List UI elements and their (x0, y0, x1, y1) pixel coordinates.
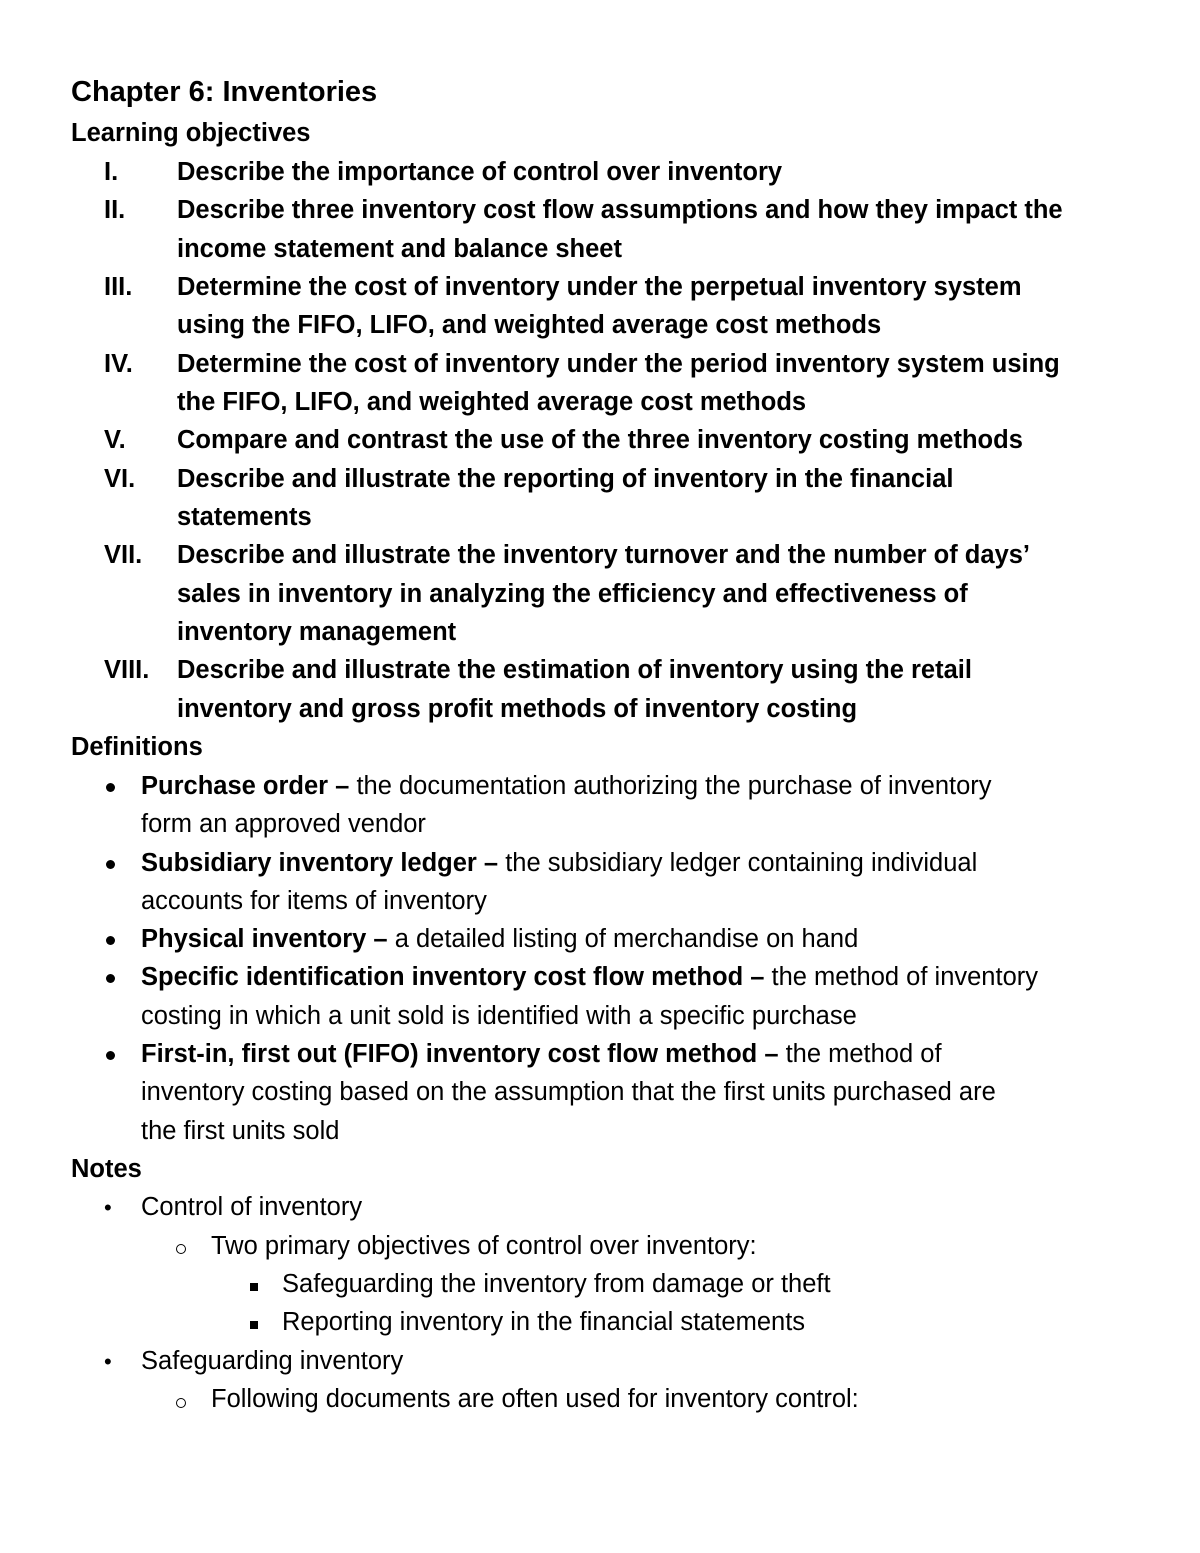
page-title: Chapter 6: Inventories (71, 76, 378, 108)
bullet-icon (106, 936, 115, 945)
objective-text: inventory management (177, 618, 457, 646)
objective-numeral: IV. (104, 350, 133, 378)
square-bullet-icon (250, 1283, 258, 1291)
objective-text: sales in inventory in analyzing the efficiency and effectiveness of (177, 580, 968, 608)
bullet-icon: • (104, 1195, 112, 1220)
objective-numeral: III. (104, 273, 133, 301)
definition-text: form an approved vendor (141, 810, 426, 838)
circle-bullet-icon (176, 1244, 186, 1254)
bullet-icon (106, 783, 115, 792)
square-bullet-icon (250, 1321, 258, 1329)
definition-text: inventory costing based on the assumption that the first units purchased are (141, 1078, 996, 1106)
definition-text: accounts for items of inventory (141, 887, 487, 915)
objective-text: inventory and gross profit methods of inventory costing (177, 695, 858, 723)
note-subitem: Two primary objectives of control over inventory: (211, 1232, 757, 1260)
objective-text: Describe and illustrate the reporting of inventory in the financial (177, 465, 954, 493)
objective-text: Describe and illustrate the estimation of inventory using the retail (177, 656, 972, 684)
definition-text: the first units sold (141, 1117, 340, 1145)
bullet-icon (106, 974, 115, 983)
objective-text: Determine the cost of inventory under the period inventory system using (177, 350, 1060, 378)
definition-item (141, 925, 858, 954)
definition-term: Subsidiary inventory ledger – (141, 849, 499, 877)
note-item: Control of inventory (141, 1193, 363, 1221)
definition-text: the subsidiary ledger containing individual (498, 849, 978, 877)
definition-item (141, 963, 1038, 992)
objective-text: the FIFO, LIFO, and weighted average cost methods (177, 388, 807, 416)
definitions-heading: Definitions (71, 733, 203, 761)
bullet-icon (106, 1051, 115, 1060)
definition-text: the method of inventory (764, 963, 1038, 991)
bullet-icon (106, 860, 115, 869)
definition-text: costing in which a unit sold is identified with a specific purchase (141, 1002, 857, 1030)
definition-item (141, 772, 992, 801)
learning-objectives-heading: Learning objectives (71, 119, 311, 147)
objective-numeral: VI. (104, 465, 136, 493)
definition-text: the method of (778, 1040, 942, 1068)
objective-text: statements (177, 503, 312, 531)
definition-text: a detailed listing of merchandise on hand (387, 925, 859, 953)
objective-numeral: II. (104, 196, 126, 224)
objective-text: Describe the importance of control over inventory (177, 158, 783, 186)
objective-numeral: I. (104, 158, 119, 186)
definition-term: Specific identification inventory cost flow method – (141, 963, 765, 991)
objective-numeral: VII. (104, 541, 143, 569)
objective-text: using the FIFO, LIFO, and weighted average cost methods (177, 311, 882, 339)
objective-numeral: V. (104, 426, 126, 454)
definition-term: Purchase order – (141, 772, 350, 800)
objective-text: Determine the cost of inventory under the perpetual inventory system (177, 273, 1022, 301)
objective-text: Compare and contrast the use of the three inventory costing methods (177, 426, 1023, 454)
definition-text: the documentation authorizing the purchase of inventory (349, 772, 992, 800)
objective-numeral: VIII. (104, 656, 150, 684)
bullet-icon: • (104, 1349, 112, 1374)
note-item: Safeguarding inventory (141, 1347, 404, 1375)
definition-term: Physical inventory – (141, 925, 388, 953)
note-subsubitem: Reporting inventory in the financial statements (282, 1308, 806, 1336)
definition-item (141, 849, 977, 878)
definition-item (141, 1040, 942, 1069)
objective-text: income statement and balance sheet (177, 235, 622, 263)
objective-text: Describe and illustrate the inventory turnover and the number of days’ (177, 541, 1031, 569)
note-subitem: Following documents are often used for inventory control: (211, 1385, 859, 1413)
definition-term: First-in, first out (FIFO) inventory cost flow method – (141, 1040, 779, 1068)
notes-heading: Notes (71, 1155, 142, 1183)
objective-text: Describe three inventory cost flow assumptions and how they impact the (177, 196, 1063, 224)
note-subsubitem: Safeguarding the inventory from damage or theft (282, 1270, 831, 1298)
circle-bullet-icon (176, 1398, 186, 1408)
